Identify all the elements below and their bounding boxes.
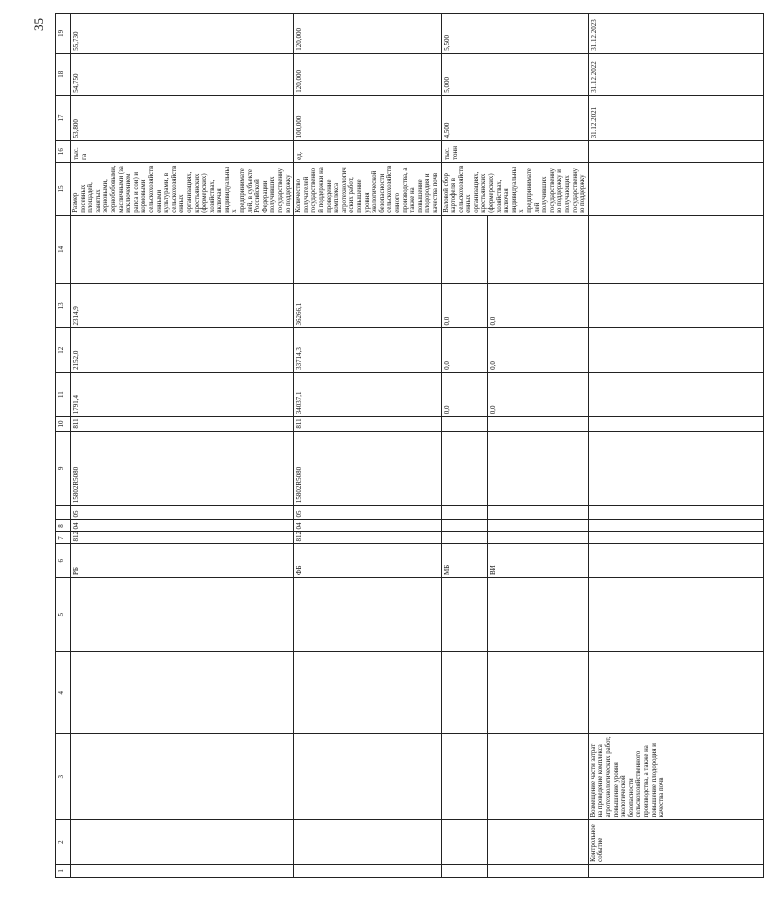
table-cell xyxy=(441,864,488,877)
table-cell xyxy=(488,532,588,544)
indicator-cell: Валовой сбор картофеля в сельскохозяйственных организациях, крестьянских (фермерских) хозяйствах, включая индивидуальных предпринимателей получивших государственную поддержку и получающих государственную поддержку xyxy=(441,162,588,215)
measure-description: Возмещение части затрат на проведение комплекса агротехнологических работ, повышение уровня экологической безопасности сельскохозяйственного производства, а также на повышение плодородия и качества почв xyxy=(588,734,763,820)
column-number: 14 xyxy=(56,215,71,283)
code-cell: 812 xyxy=(294,532,441,544)
column-number: 17 xyxy=(56,95,71,141)
table-cell xyxy=(588,215,763,283)
table-cell xyxy=(441,215,488,283)
column-number: 13 xyxy=(56,284,71,328)
table-cell xyxy=(294,734,441,820)
table-cell xyxy=(71,578,294,652)
table-cell xyxy=(588,328,763,372)
table-cell xyxy=(588,532,763,544)
funding-source-cell: ВИ xyxy=(488,544,588,578)
code-cell: 05 xyxy=(294,506,441,520)
unit-cell: тыс. га xyxy=(71,141,294,163)
funding-source-cell: РБ xyxy=(71,544,294,578)
table-cell xyxy=(71,820,294,864)
table-row xyxy=(294,14,441,878)
date-cell: 31.12.2021 xyxy=(588,95,763,141)
indicator-cell: Количество получателей государственной поддержки на проведение комплекса агротехнологических работ, повышение уровня экологической безопасности сельскохозяйственного производства, а также на повышение плодородия и качества почв xyxy=(294,162,441,215)
code-cell: 811 xyxy=(294,417,441,431)
table-cell xyxy=(441,578,488,652)
column-number: 15 xyxy=(56,162,71,215)
unit-cell: ед. xyxy=(294,141,441,163)
amount-cell: 0,0 xyxy=(441,284,488,328)
value-cell: 120,000 xyxy=(294,14,441,54)
table-cell xyxy=(488,520,588,532)
table-cell xyxy=(588,864,763,877)
table-cell xyxy=(294,864,441,877)
amount-cell: 0,0 xyxy=(488,328,588,372)
date-cell: 31.12.2022 xyxy=(588,53,763,95)
column-number: 3 xyxy=(56,734,71,820)
rotated-document xyxy=(55,13,666,878)
table-row xyxy=(71,14,294,878)
code-cell: 05 xyxy=(71,506,294,520)
column-number: 16 xyxy=(56,141,71,163)
column-number: 11 xyxy=(56,372,71,416)
table-cell xyxy=(588,431,763,505)
table-cell xyxy=(488,734,588,820)
table-cell xyxy=(441,417,488,431)
funding-source-cell: МБ xyxy=(441,544,488,578)
table-cell xyxy=(488,578,588,652)
table-cell xyxy=(441,520,488,532)
code-cell: 812 xyxy=(71,532,294,544)
table-cell xyxy=(588,417,763,431)
table-cell xyxy=(71,652,294,734)
value-cell: 5,000 xyxy=(441,53,588,95)
value-cell: 120,000 xyxy=(294,53,441,95)
table-cell xyxy=(588,578,763,652)
column-number xyxy=(56,506,71,520)
table-cell xyxy=(488,820,588,864)
table-cell xyxy=(488,215,588,283)
column-number: 4 xyxy=(56,652,71,734)
column-number-row xyxy=(56,14,71,878)
page-number: 35 xyxy=(31,18,46,31)
column-number: 6 xyxy=(56,544,71,578)
table-cell xyxy=(441,734,488,820)
column-number: 9 xyxy=(56,431,71,505)
amount-cell: 0,0 xyxy=(488,284,588,328)
amount-cell: 0,0 xyxy=(441,328,488,372)
value-cell: 55,730 xyxy=(71,14,294,54)
table-cell xyxy=(588,544,763,578)
table-cell xyxy=(488,652,588,734)
amount-cell: 2152,0 xyxy=(71,328,294,372)
table-cell xyxy=(441,431,488,505)
table-cell xyxy=(294,652,441,734)
column-number: 10 xyxy=(56,417,71,431)
table-cell xyxy=(441,506,488,520)
amount-cell: 0,0 xyxy=(441,372,488,416)
column-number: 5 xyxy=(56,578,71,652)
table-cell xyxy=(441,652,488,734)
column-number: 19 xyxy=(56,14,71,54)
code-cell: 04 xyxy=(294,520,441,532)
code-cell: 15802R5080 xyxy=(71,431,294,505)
table-cell xyxy=(294,215,441,283)
table-cell xyxy=(488,864,588,877)
table-cell xyxy=(488,431,588,505)
table-cell xyxy=(488,417,588,431)
budget-table xyxy=(55,13,764,878)
table-cell xyxy=(71,734,294,820)
amount-cell: 2314,9 xyxy=(71,284,294,328)
code-cell: 15802R5080 xyxy=(294,431,441,505)
code-cell: 04 xyxy=(71,520,294,532)
column-number: 12 xyxy=(56,328,71,372)
table-cell xyxy=(588,162,763,215)
table-cell xyxy=(588,284,763,328)
table-cell xyxy=(71,864,294,877)
table-row xyxy=(441,14,488,878)
table-cell xyxy=(441,532,488,544)
table-cell xyxy=(294,578,441,652)
date-cell: 31.12.2023 xyxy=(588,14,763,54)
amount-cell: 1791,4 xyxy=(71,372,294,416)
column-number: 1 xyxy=(56,864,71,877)
amount-cell: 34037,1 xyxy=(294,372,441,416)
amount-cell: 36266,1 xyxy=(294,284,441,328)
amount-cell: 0,0 xyxy=(488,372,588,416)
table-cell xyxy=(588,652,763,734)
table-cell xyxy=(588,372,763,416)
column-number: 8 xyxy=(56,520,71,532)
table-cell xyxy=(488,506,588,520)
code-cell: 811 xyxy=(71,417,294,431)
column-number: 2 xyxy=(56,820,71,864)
value-cell: 100,000 xyxy=(294,95,441,141)
table-cell xyxy=(71,215,294,283)
control-event-label: Контрольное событие xyxy=(588,820,763,864)
indicator-cell: Размер посевных площадей, занятых зерновыми, зернобобовыми, масличными (за исключением рапса и сои) и кормовыми сельскохозяйственными культурами, в сельскохозяйственных организациях, крестьянских (фермерских) хозяйствах, включая индивидуальных предпринимателей, в субъекте Российской Федерации получивших государственную поддержку xyxy=(71,162,294,215)
table-cell xyxy=(441,820,488,864)
value-cell: 4,500 xyxy=(441,95,588,141)
table-cell xyxy=(588,520,763,532)
column-number: 7 xyxy=(56,532,71,544)
funding-source-cell: ФБ xyxy=(294,544,441,578)
table-cell xyxy=(588,506,763,520)
amount-cell: 33714,3 xyxy=(294,328,441,372)
table-cell xyxy=(294,820,441,864)
column-number: 18 xyxy=(56,53,71,95)
value-cell: 54,750 xyxy=(71,53,294,95)
unit-cell: тыс. тонн xyxy=(441,141,588,163)
table-row xyxy=(588,14,763,878)
table-cell xyxy=(588,141,763,163)
value-cell: 53,800 xyxy=(71,95,294,141)
value-cell: 5,500 xyxy=(441,14,588,54)
